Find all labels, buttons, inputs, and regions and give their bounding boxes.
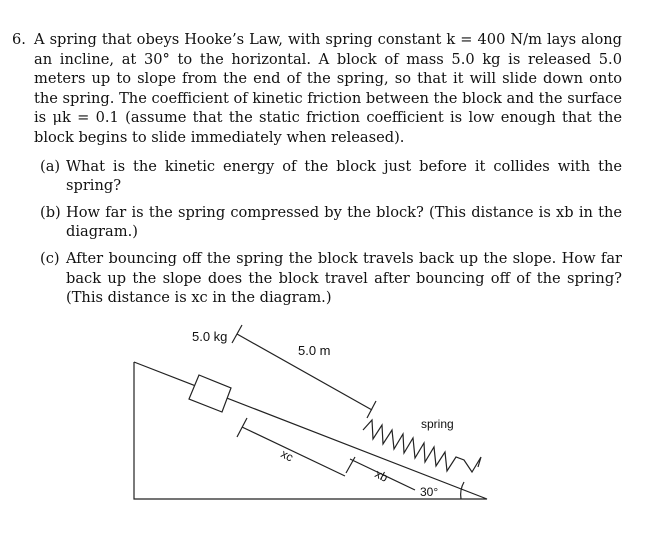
- part-c: [40, 249, 622, 308]
- spring-label: spring: [421, 417, 454, 431]
- part-b-text: How far is the spring compressed by the block? (This distance is xb in the diagram.): [66, 203, 622, 241]
- part-c-text: After bouncing off the spring the block travels back up the slope. How far back up the slope does the block travel after bouncing off of the spring? (This distance is xc in the diagram.): [66, 249, 622, 307]
- problem-6: [12, 30, 622, 315]
- distance-tick-top: [232, 325, 242, 343]
- problem-number: 6.: [12, 31, 26, 48]
- incline-diagram: [120, 315, 500, 505]
- part-b-label: (b): [40, 203, 61, 221]
- xc-label: xc: [278, 446, 296, 465]
- angle-label: 30°: [420, 485, 439, 499]
- problem-parts: [40, 157, 622, 308]
- xb-label: xb: [372, 466, 391, 485]
- spring-end-plate: [367, 401, 376, 418]
- part-a-text: What is the kinetic energy of the block just before it collides with the spring?: [66, 157, 622, 195]
- problem-statement: A spring that obeys Hooke’s Law, with spring constant k = 400 N/m lays along an incline, at 30° to the horizontal. A block of mass 5.0 kg is released 5.0 meters up to slope from the end of the spring, so that it will slide down onto the spring. The coefficient of kinetic friction between the block and the surface is μk = 0.1 (assume that the static friction coefficient is low enough that the block begins to slide immediately when released).: [34, 31, 622, 146]
- part-a-label: (a): [40, 157, 61, 175]
- xc-tick: [237, 418, 247, 437]
- part-c-label: (c): [40, 249, 60, 267]
- part-b: [40, 203, 622, 242]
- distance-label: 5.0 m: [298, 343, 331, 358]
- mass-label: 5.0 kg: [192, 329, 228, 344]
- part-a: [40, 157, 622, 196]
- block: [189, 375, 231, 412]
